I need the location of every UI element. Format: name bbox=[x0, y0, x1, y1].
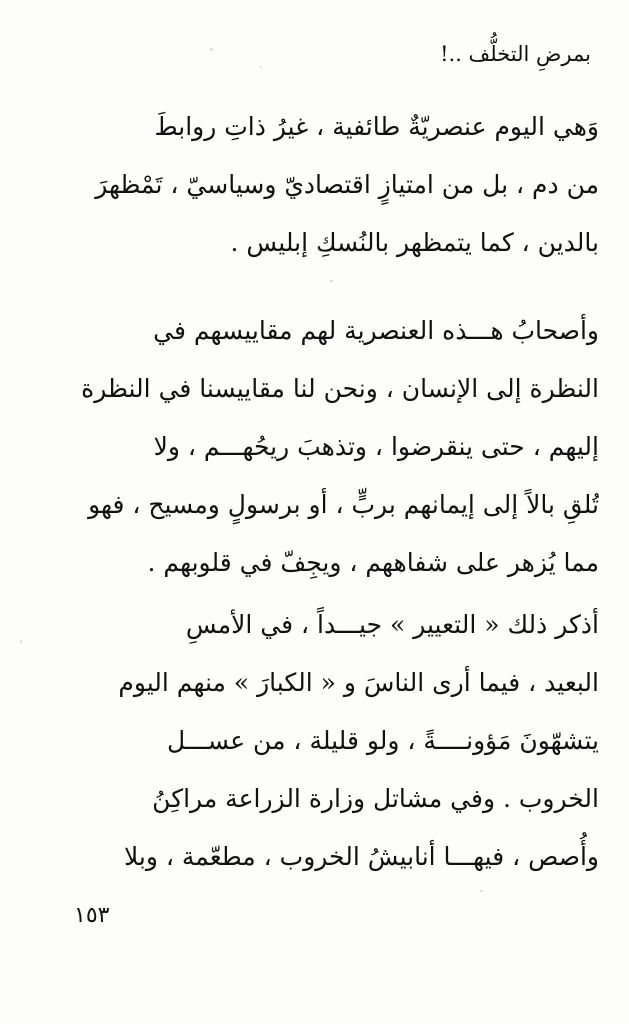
scan-speck bbox=[480, 890, 483, 892]
text-line: يتشهّونَ مَؤونــــةً ، ولو قليلة ، من عســـل bbox=[166, 726, 599, 755]
paragraph-3 bbox=[34, 596, 599, 886]
text-line: إليهم ، حتى ينقرضوا ، وتذهبَ ريحُهـــم ، ولا bbox=[153, 432, 599, 461]
text-line: أذكر ذلك « التعيير » جيـــداً ، في الأمسِ bbox=[185, 610, 599, 639]
text-line: وأُصص ، فيهـــا أنابيشُ الخروب ، مطعّمة ، وبلا bbox=[123, 842, 599, 871]
scan-speck bbox=[260, 66, 262, 68]
text-line: البعيد ، فيما أرى الناسَ و « الكبارَ » منهم اليوم bbox=[118, 668, 599, 697]
text-line: بالدين ، كما يتمظهر بالنُسكِ إبليس . bbox=[230, 228, 599, 257]
paragraph-2 bbox=[34, 302, 599, 592]
text-line: تُلقِ بالاً إلى إيمانهم بربٍّ ، أو برسولٍ ومسيح ، فهو bbox=[88, 490, 599, 519]
text-line: النظرة إلى الإنسان ، ونحن لنا مقاييسنا في النظرة bbox=[81, 374, 599, 403]
scan-speck bbox=[20, 640, 22, 643]
page-number: ١٥٣ bbox=[74, 903, 110, 928]
text-line: من دم ، بل من امتيازٍ اقتصاديّ وسياسيّ ، تَمْظهرَ bbox=[95, 170, 599, 199]
text-line: الخروب . وفي مشاتل وزارة الزراعة مراكِنُ bbox=[152, 784, 599, 813]
text-line: وأصحابُ هـــذه العنصرية لهم مقاييسهم في bbox=[153, 316, 599, 345]
scan-speck bbox=[330, 280, 333, 282]
running-header: بمرضِ التخلُّف ..! bbox=[440, 42, 591, 66]
scan-speck bbox=[210, 48, 213, 51]
text-line: مما يُزهر على شفاههم ، ويجِفّ في قلوبهم . bbox=[147, 548, 599, 577]
text-line: وَهي اليوم عنصريّةٌ طائفية ، غيرُ ذاتِ روابطَ bbox=[154, 112, 599, 141]
paragraph-1 bbox=[34, 98, 599, 272]
